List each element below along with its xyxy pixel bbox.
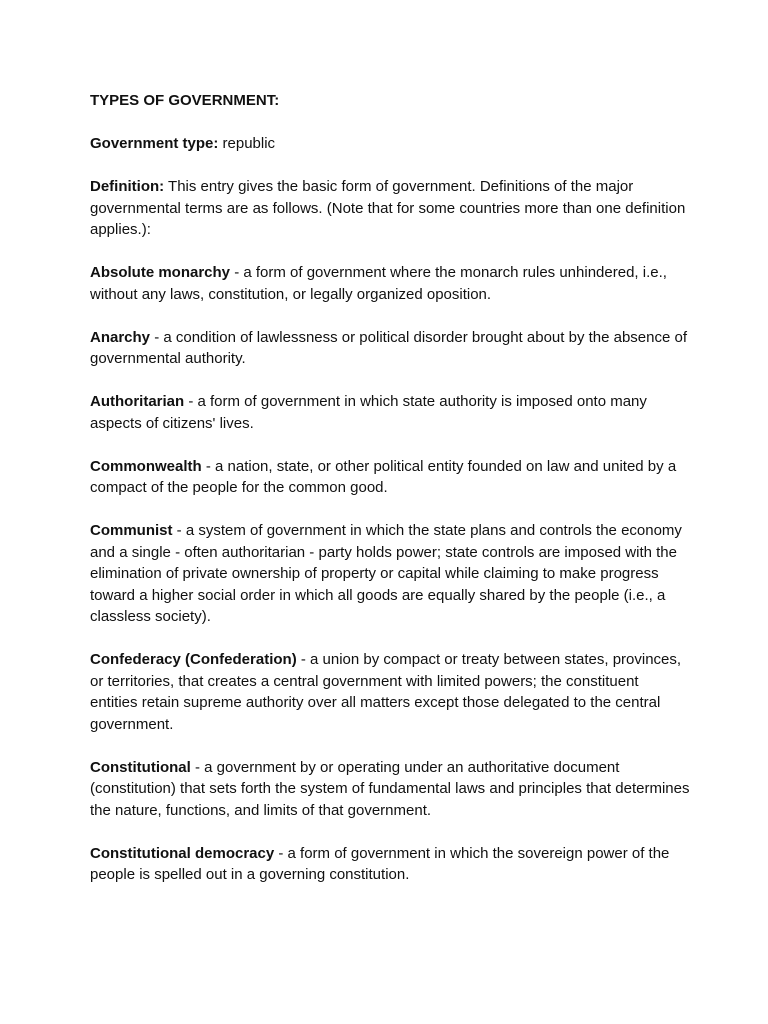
entry-text: - a system of government in which the state plans and controls the economy and a single - often authoritarian - party holds power; state controls are imposed with the elimination of private ownership of property or capital while claiming to make progress toward a higher social order in which all goods are equally shared by the people (i.e., a classless society).	[90, 522, 682, 625]
definition-label: Definition:	[90, 178, 165, 195]
document-page	[90, 90, 690, 907]
entry-term: Communist	[90, 522, 173, 539]
entry-text: - a government by or operating under an authoritative document (constitution) that sets forth the system of fundamental laws and principles that determines the nature, functions, and limits of that government.	[90, 758, 690, 819]
entry-commonwealth	[90, 456, 690, 499]
government-type-value: republic	[218, 135, 276, 152]
entry-term: Constitutional democracy	[90, 844, 275, 862]
entry-text: - a condition of lawlessness or political disorder brought about by the absence of governmental authority.	[90, 328, 688, 367]
entry-term: Confederacy (Confederation)	[90, 651, 297, 668]
government-type-label: Government type:	[90, 135, 219, 152]
page-title: TYPES OF GOVERNMENT:	[90, 92, 280, 109]
entry-text: - a form of government in which the sovereign power of the people is spelled out in a governing constitution.	[90, 844, 670, 883]
entry-constitutional-democracy	[90, 843, 690, 886]
entry-term: Anarchy	[90, 328, 151, 346]
entry-authoritarian	[90, 391, 690, 434]
entry-communist	[90, 520, 690, 628]
entry-text: - a nation, state, or other political entity founded on law and united by a compact of the people for the common good.	[90, 457, 677, 496]
definition-text: This entry gives the basic form of government. Definitions of the major governmental terms are as follows. (Note that for some countries more than one definition applies.):	[90, 178, 686, 238]
government-type-line	[90, 133, 690, 155]
definition-paragraph	[90, 176, 690, 241]
entry-term: Absolute monarchy	[90, 264, 231, 281]
entry-confederacy	[90, 649, 690, 735]
entry-anarchy	[90, 327, 690, 370]
entry-constitutional	[90, 757, 690, 822]
entry-text: - a form of government where the monarch rules unhindered, i.e., without any laws, constitution, or legally organized oposition.	[90, 264, 667, 303]
entry-text: - a form of government in which state authority is imposed onto many aspects of citizens' lives.	[90, 393, 647, 432]
entry-term: Commonwealth	[90, 457, 202, 475]
entry-term: Authoritarian	[90, 393, 185, 410]
entry-absolute-monarchy	[90, 262, 690, 305]
entry-text: - a union by compact or treaty between states, provinces, or territories, that creates a central government with limited powers; the constituent entities retain supreme authority over all matters except those delegated to the central government.	[90, 651, 682, 733]
entry-term: Constitutional	[90, 758, 191, 776]
